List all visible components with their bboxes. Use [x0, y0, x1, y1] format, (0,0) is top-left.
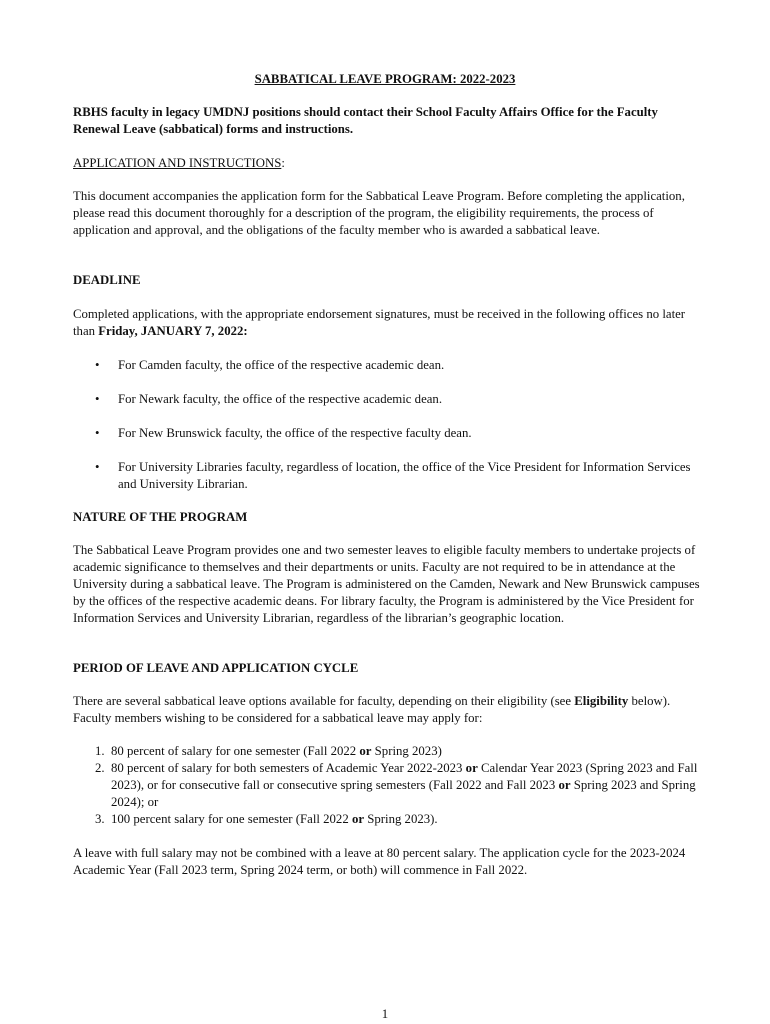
item-number: 1.: [95, 744, 105, 758]
application-heading-line: [73, 155, 703, 172]
application-heading-suffix: :: [281, 156, 285, 170]
period-intro-text: There are several sabbatical leave options available for faculty, depending on their eligibility (see: [73, 694, 575, 708]
page-number: 1: [381, 1007, 389, 1021]
application-body: This document accompanies the application form for the Sabbatical Leave Program. Before completing the application, please read this document thoroughly for a description of the program, the eligibility requirements, the process of application and approval, and the obligations of the faculty member who is awarded a sabbatical leave.: [73, 189, 685, 237]
bullet-icon: •: [95, 460, 100, 474]
list-item: [73, 425, 703, 442]
list-item: [73, 459, 703, 493]
list-item-text: For New Brunswick faculty, the office of the respective faculty dean.: [118, 426, 472, 440]
period-intro: [73, 693, 703, 727]
deadline-body: [73, 306, 703, 340]
eligibility-reference: Eligibility: [574, 694, 629, 708]
application-heading: APPLICATION AND INSTRUCTIONS: [73, 156, 282, 170]
nature-body: The Sabbatical Leave Program provides one and two semester leaves to eligible faculty members to undertake projects of academic significance to themselves and their departments or units. Faculty are not required to be in attendance at the University during a sabbatical leave. The Program is administered on the Camden, Newark and New Brunswick campuses by the offices of the respective academic deans. For library faculty, the Program is administered by the Vice President for Information Services and University Librarian, regardless of the librarian’s geographic location.: [73, 543, 700, 625]
document-title: SABBATICAL LEAVE PROGRAM: 2022-2023: [254, 72, 516, 86]
bullet-icon: •: [95, 358, 100, 372]
numbered-item-text: 80 percent of salary for both semesters of Academic Year 2022-2023 or Calendar Year 2023 (Spring 2023 and Fall 2023), or for consecutive fall or consecutive spring semesters (Fall 2022 and Fall 2023 or Spring 2023 and Spring 2024); or: [111, 761, 698, 809]
rbhs-note: RBHS faculty in legacy UMDNJ positions should contact their School Faculty Affairs Office for the Faculty Renewal Leave (sabbatical) forms and instructions.: [73, 105, 658, 136]
period-heading: PERIOD OF LEAVE AND APPLICATION CYCLE: [73, 661, 359, 675]
period-intro-text-end: below). Faculty members wishing to be considered for a sabbatical leave may apply for:: [73, 694, 671, 725]
list-item-text: For Camden faculty, the office of the respective academic dean.: [118, 358, 445, 372]
bullet-icon: •: [95, 426, 100, 440]
list-item: [73, 391, 703, 408]
numbered-item-text: 80 percent of salary for one semester (Fall 2022 or Spring 2023): [111, 744, 442, 758]
numbered-item: [73, 811, 703, 828]
nature-heading: NATURE OF THE PROGRAM: [73, 510, 248, 524]
period-closing: A leave with full salary may not be combined with a leave at 80 percent salary. The application cycle for the 2023-2024 Academic Year (Fall 2023 term, Spring 2024 term, or both) will commence in Fall 2022.: [73, 846, 686, 877]
numbered-item: [73, 760, 703, 811]
list-item-text: For Newark faculty, the office of the respective academic dean.: [118, 392, 443, 406]
bullet-icon: •: [95, 392, 100, 406]
list-item-text: For University Libraries faculty, regardless of location, the office of the Vice President for Information Services and University Librarian.: [118, 460, 691, 491]
deadline-body-text: Completed applications, with the appropriate endorsement signatures, must be received in the following offices no later than: [73, 307, 686, 338]
deadline-heading: DEADLINE: [73, 273, 141, 287]
numbered-item-text: 100 percent salary for one semester (Fall 2022 or Spring 2023).: [111, 812, 438, 826]
deadline-date: Friday, JANUARY 7, 2022:: [98, 324, 248, 338]
item-number: 2.: [95, 761, 105, 775]
item-number: 3.: [95, 812, 105, 826]
numbered-item: [73, 743, 703, 760]
list-item: [73, 357, 703, 374]
